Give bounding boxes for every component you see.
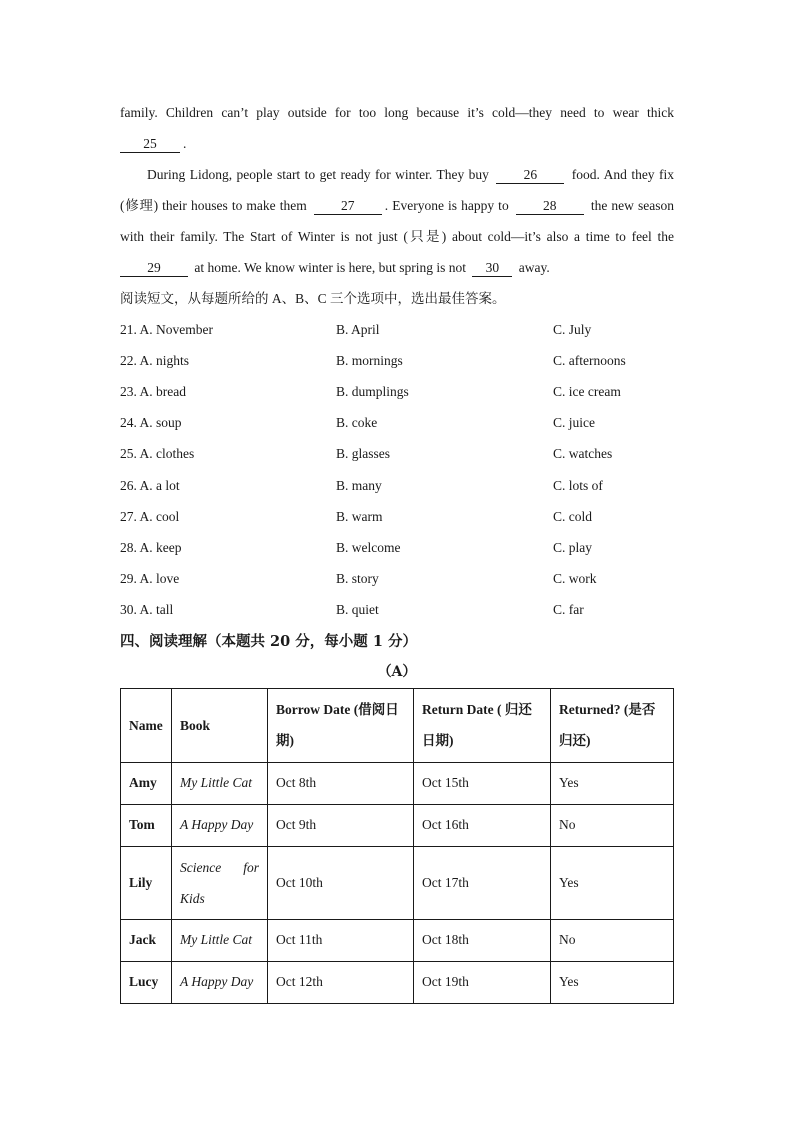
option-a: 23. A. bread [120,383,186,399]
option-c: C. work [553,571,597,587]
cell-returned: Yes [551,846,674,919]
cell-returned: No [551,919,674,961]
library-table [120,688,674,1004]
table-header-row [121,688,674,762]
option-a: 29. A. love [120,571,180,587]
option-a: 21. A. November [120,321,213,337]
cell-borrow-date: Oct 11th [268,919,414,961]
header-book: Book [172,688,268,762]
option-c: C. ice cream [553,383,621,399]
table-row [121,762,674,804]
passage-text: at home. We know winter is here, but spring is not [194,260,466,275]
cell-returned: Yes [551,762,674,804]
option-c: C. watches [553,446,613,462]
option-b: B. welcome [336,539,401,555]
blank-25: 25 [120,136,180,153]
passage-line-1 [120,97,674,128]
header-borrow-date: Borrow Date (借阅日期) [268,688,414,762]
passage-text: family. Children can’t play outside for too long because it’s cold—they need to wear thick [120,105,674,120]
option-c: C. cold [553,508,592,524]
table-body [121,762,674,1003]
option-b: B. mornings [336,352,403,368]
cell-borrow-date: Oct 8th [268,762,414,804]
cell-name: Jack [121,919,172,961]
cell-return-date: Oct 15th [414,762,551,804]
option-b: B. many [336,477,382,493]
cell-name: Lucy [121,961,172,1003]
cell-returned: Yes [551,961,674,1003]
blank-26: 26 [496,167,564,184]
instruction-text: 阅读短文，从每题所给的 A、B、C 三个选项中，选出最佳答案。 [120,291,506,306]
table-row [121,919,674,961]
table-row [121,804,674,846]
option-c: C. juice [553,415,595,431]
option-a: 24. A. soup [120,415,182,431]
cell-return-date: Oct 19th [414,961,551,1003]
section-title: 四、阅读理解（本题共 20 分，每小题 1 分） [120,632,417,650]
option-b: B. coke [336,415,378,431]
passage-line-2: 25 . [120,128,674,159]
option-b: B. dumplings [336,383,409,399]
passage-text: During Lidong, people start to get ready for winter. They buy [147,167,489,182]
cell-name: Amy [121,762,172,804]
passage-paragraph-2 [120,159,674,283]
passage-text: the new season with their family. The Start of Winter is not just (只是) about cold—it’s also a time to feel the [120,198,674,244]
option-b: B. glasses [336,446,390,462]
option-c: C. July [553,321,592,337]
cell-return-date: Oct 16th [414,804,551,846]
document-page [120,97,674,1004]
cell-book: My Little Cat [172,919,268,961]
option-row [120,501,674,532]
subsection-title: （A） [377,663,417,680]
cell-book: A Happy Day [172,804,268,846]
option-row [120,376,674,407]
option-c: C. lots of [553,477,603,493]
passage-text: food. And they fix (修理) their houses to make them [120,167,675,213]
header-return-date: Return Date ( 归还日期) [414,688,551,762]
blank-29: 29 [120,260,188,277]
cell-book: A Happy Day [172,961,268,1003]
option-a: 30. A. tall [120,602,174,618]
cell-borrow-date: Oct 10th [268,846,414,919]
option-b: B. story [336,571,379,587]
cell-returned: No [551,804,674,846]
cell-book: My Little Cat [172,762,268,804]
option-a: 28. A. keep [120,539,182,555]
option-b: B. warm [336,508,383,524]
option-row [120,345,674,376]
cell-return-date: Oct 18th [414,919,551,961]
option-b: B. April [336,321,380,337]
option-c: C. play [553,539,592,555]
options-list [120,314,674,626]
blank-30: 30 [472,260,512,277]
option-row [120,408,674,439]
option-row [120,564,674,595]
option-a: 27. A. cool [120,508,180,524]
header-returned: Returned? (是否归还) [551,688,674,762]
blank-27: 27 [314,198,382,215]
option-a: 25. A. clothes [120,446,195,462]
option-c: C. afternoons [553,352,626,368]
passage-text: away. [518,260,550,275]
option-row [120,314,674,345]
cell-borrow-date: Oct 9th [268,804,414,846]
blank-28: 28 [516,198,584,215]
option-row [120,439,674,470]
option-c: C. far [553,602,584,618]
table-row [121,961,674,1003]
cell-name: Tom [121,804,172,846]
option-a: 26. A. a lot [120,477,180,493]
option-a: 22. A. nights [120,352,190,368]
cell-return-date: Oct 17th [414,846,551,919]
cell-book: Science for Kids [172,846,268,919]
option-row [120,470,674,501]
option-row [120,595,674,626]
passage-text: . Everyone is happy to [384,198,509,213]
table-row [121,846,674,919]
cell-borrow-date: Oct 12th [268,961,414,1003]
option-b: B. quiet [336,602,379,618]
header-name: Name [121,688,172,762]
cell-name: Lily [121,846,172,919]
option-row [120,532,674,563]
